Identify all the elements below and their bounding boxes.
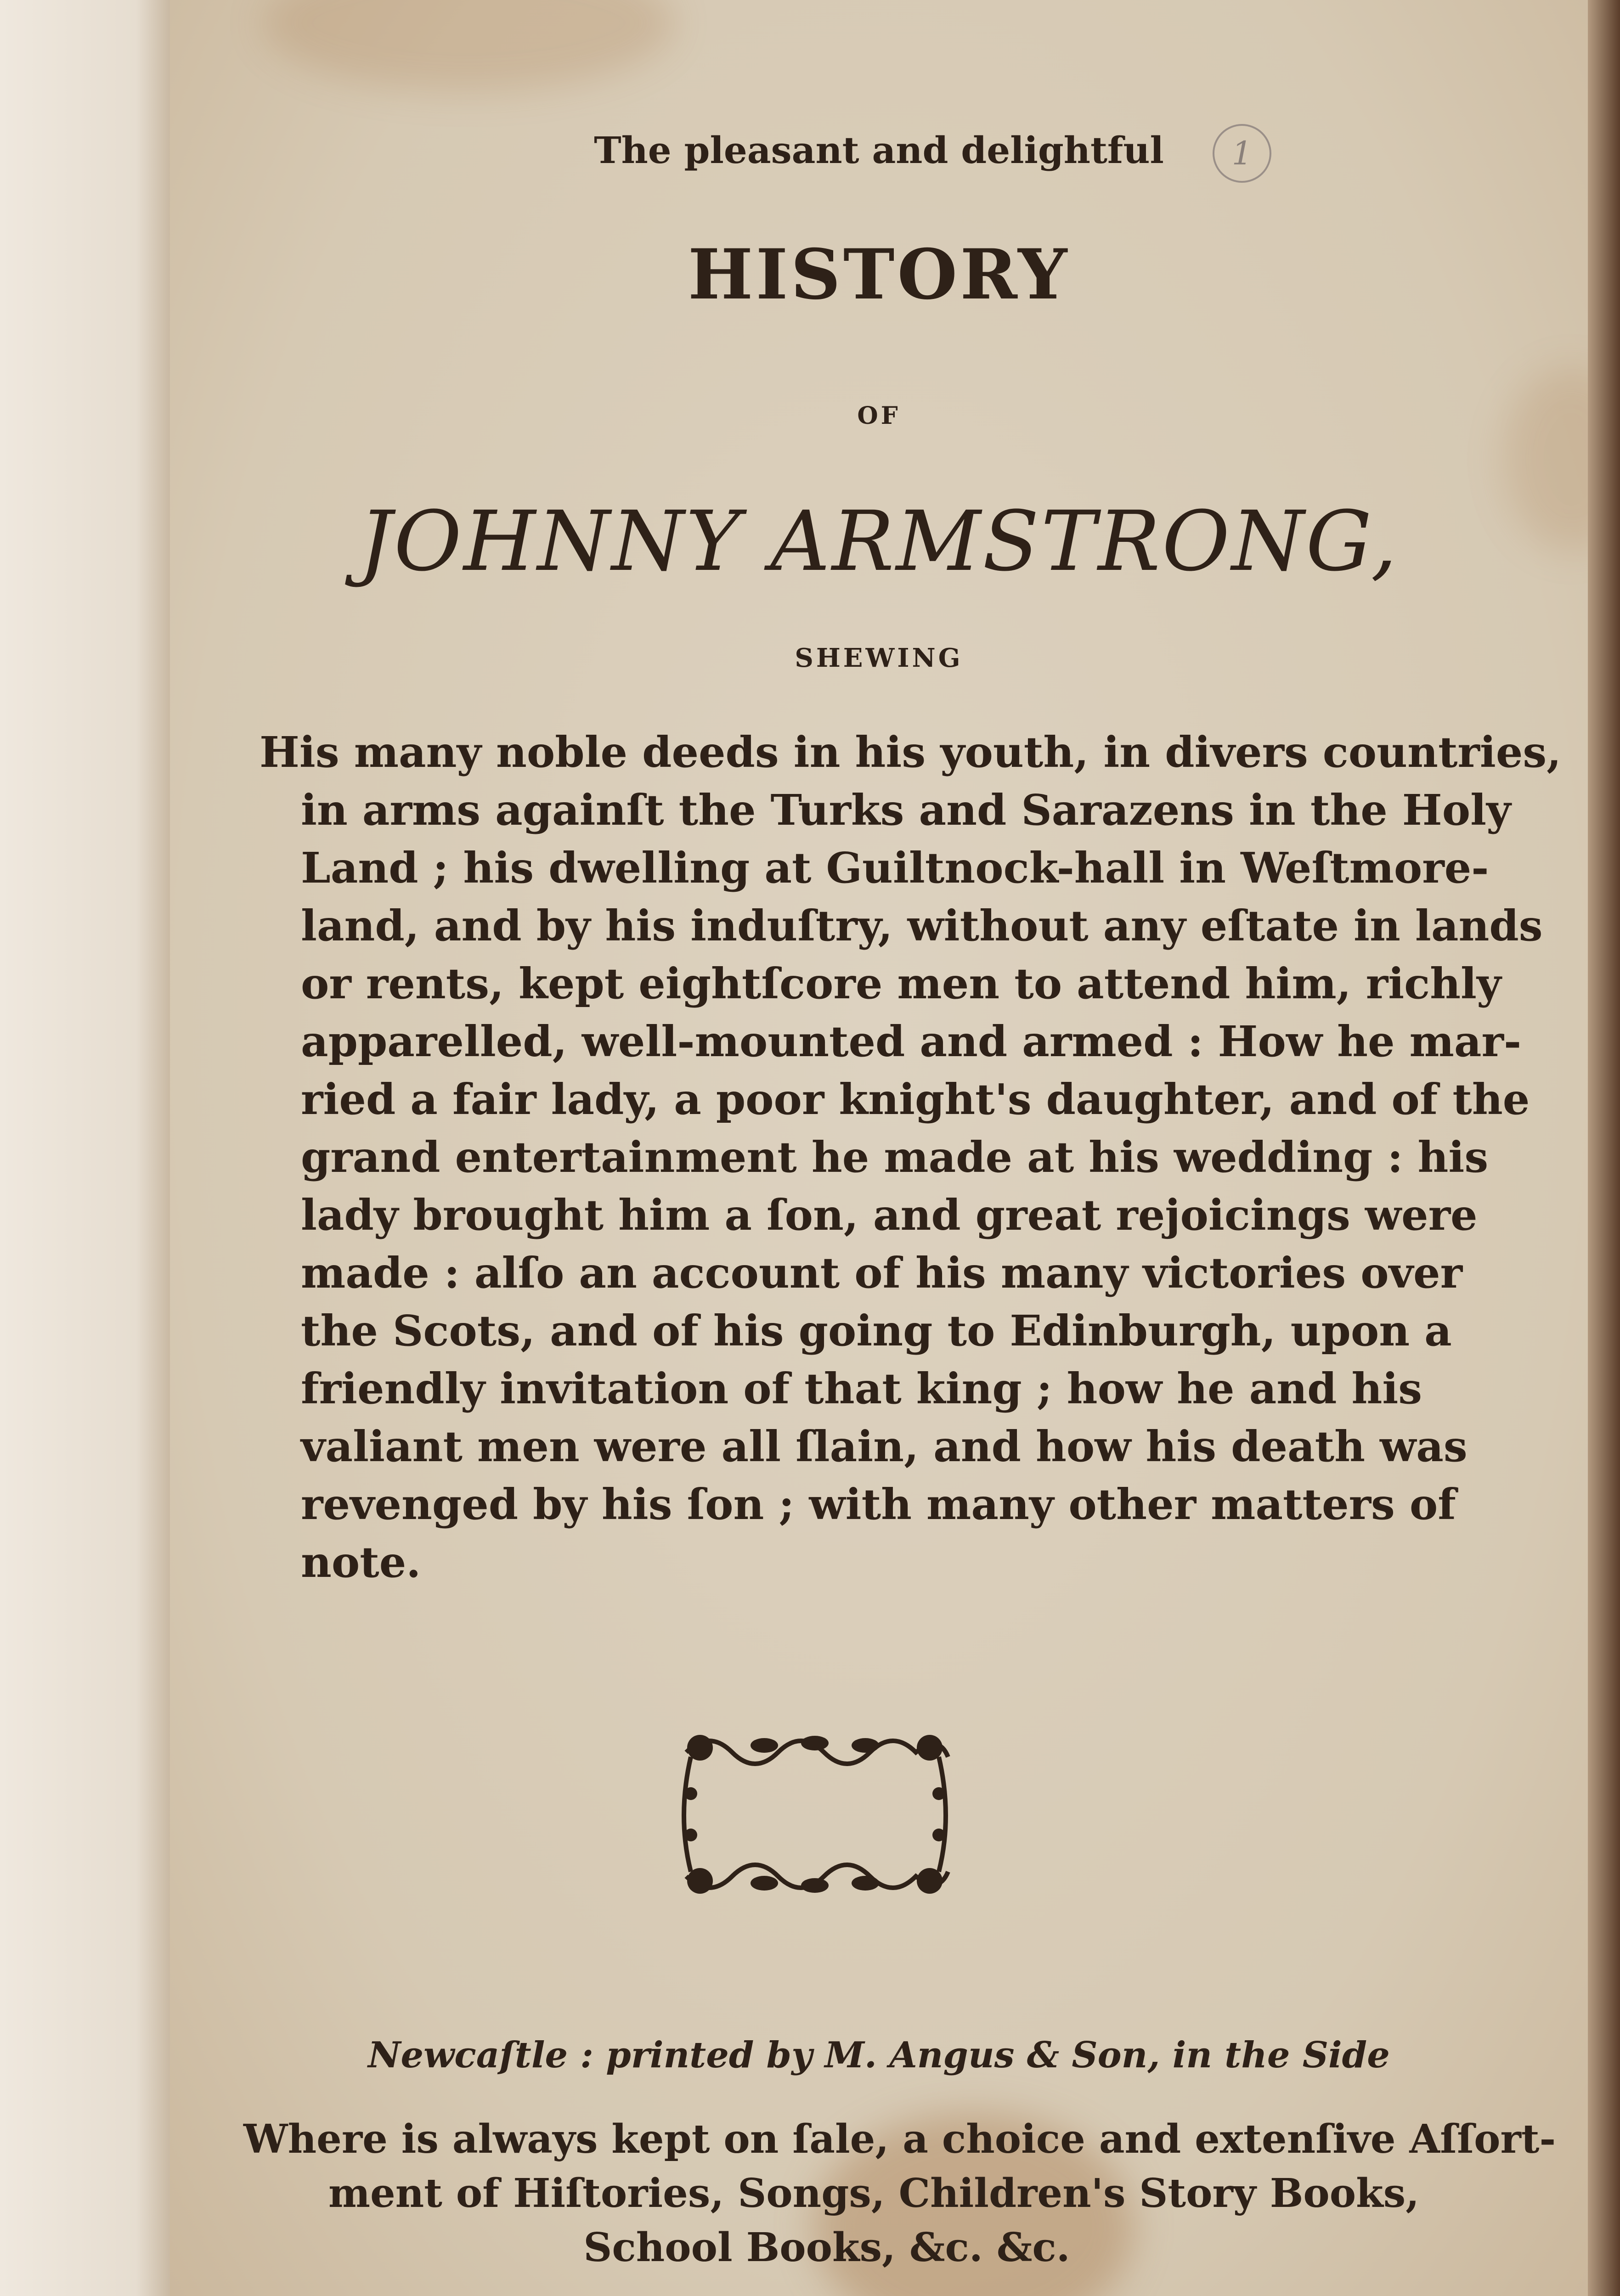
facing-page-edge bbox=[0, 0, 170, 2296]
text-line: ried a fair lady, a poor knight's daughter, and of the bbox=[301, 1075, 1530, 1124]
text-line: or rents, kept eightſcore men to attend him, richly bbox=[301, 959, 1501, 1008]
text-line: revenged by his ſon ; with many other matters of bbox=[301, 1480, 1456, 1529]
text-line: made : alſo an account of his many victories over bbox=[301, 1248, 1463, 1298]
text-line: His many noble deeds in his youth, in divers countries, bbox=[260, 727, 1562, 777]
bookseller-notice bbox=[243, 2112, 1556, 2275]
text-line: Land ; his dwelling at Guiltnock-hall in Weſtmore- bbox=[301, 843, 1489, 893]
floral-ornament-icon bbox=[672, 1725, 956, 1903]
book-binding-edge bbox=[1588, 0, 1620, 2296]
title-of: OF bbox=[857, 402, 901, 430]
paper-stain bbox=[262, 0, 675, 92]
title-name: JOHNNY ARMSTRONG, bbox=[359, 494, 1399, 590]
description-paragraph bbox=[260, 723, 1562, 1591]
text-line: friendly invitation of that king ; how he and his bbox=[301, 1364, 1422, 1413]
notice-line: ment of Hiſtories, Songs, Children's Story Books, bbox=[328, 2170, 1420, 2217]
text-line: grand entertainment he made at his wedding : his bbox=[301, 1132, 1489, 1182]
page-number: 1 bbox=[1213, 124, 1271, 183]
title-history: HISTORY bbox=[688, 234, 1070, 315]
notice-line: Where is always kept on ſale, a choice and extenſive Aſſort- bbox=[243, 2116, 1556, 2162]
printer-imprint: Newcaſtle : printed by M. Angus & Son, in the Side bbox=[368, 2034, 1390, 2076]
text-line: land, and by his induſtry, without any eſtate in lands bbox=[301, 901, 1543, 951]
text-line: apparelled, well-mounted and armed : How he mar- bbox=[301, 1017, 1522, 1066]
title-prefix: The pleasant and delightful bbox=[594, 129, 1164, 172]
text-line: the Scots, and of his going to Edinburgh, upon a bbox=[301, 1306, 1452, 1356]
subtitle-shewing: SHEWING bbox=[795, 643, 963, 673]
text-line: in arms againſt the Turks and Sarazens in the Holy bbox=[301, 785, 1511, 835]
text-line: lady brought him a ſon, and great rejoicings were bbox=[301, 1190, 1478, 1240]
text-line: note. bbox=[301, 1537, 421, 1587]
notice-line: School Books, &c. &c. bbox=[583, 2224, 1070, 2271]
text-line: valiant men were all ſlain, and how his death was bbox=[301, 1422, 1468, 1471]
